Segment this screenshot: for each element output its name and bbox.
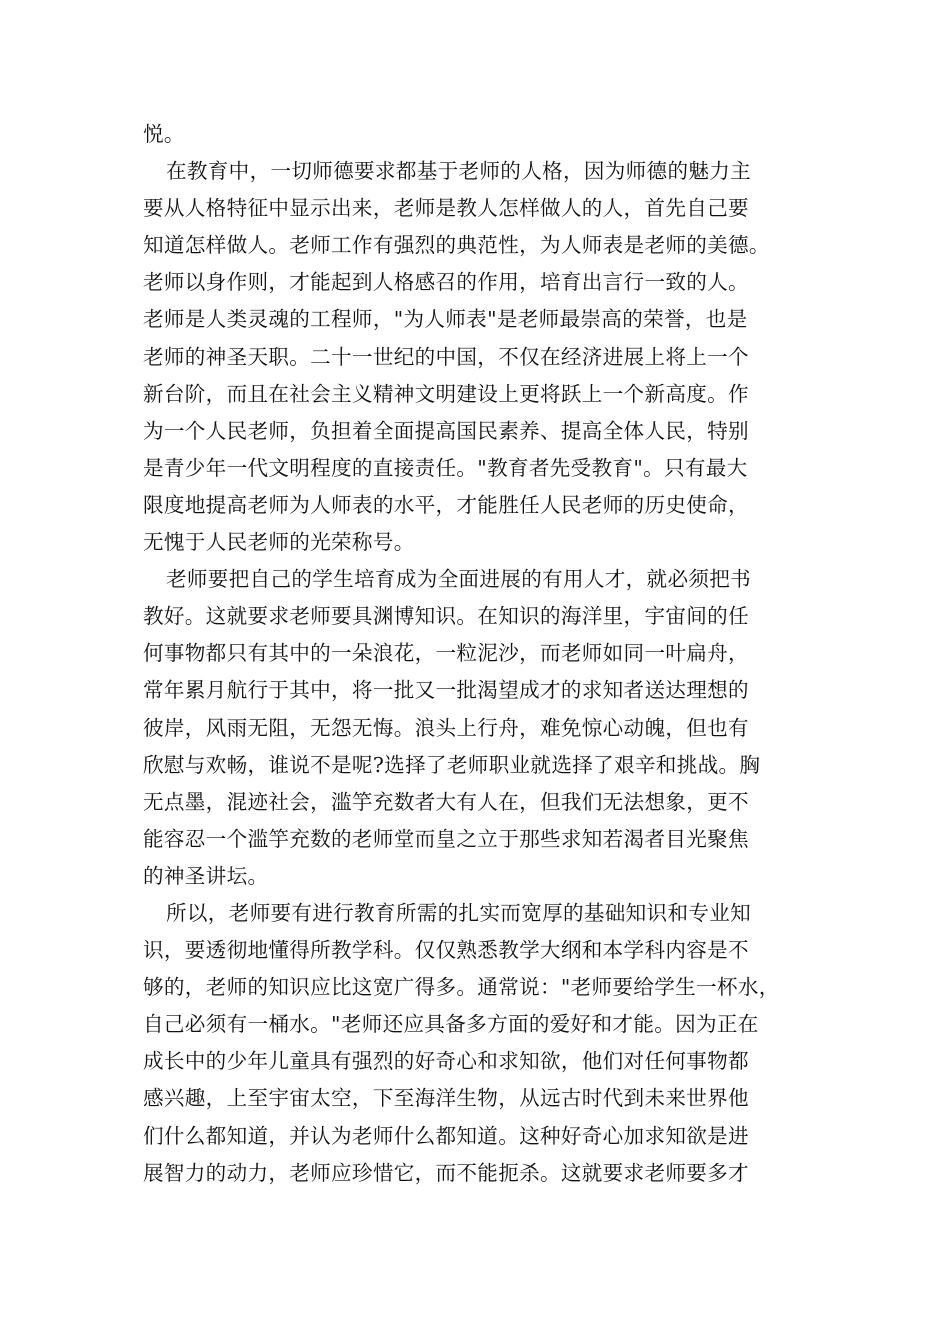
- text-line: 们什么都知道，并认为老师什么都知道。这种好奇心加求知欲是进: [143, 1123, 749, 1148]
- text-line: 悦。: [143, 122, 185, 146]
- text-line: 的神圣讲坛。: [143, 863, 269, 888]
- text-line: 为一个人民老师，负担着全面提高国民素养、提高全体人民，特别: [143, 418, 749, 443]
- text-line: 老师以身作则，才能起到人格感召的作用，培育出言行一致的人。: [143, 270, 749, 295]
- text-line: 老师的神圣天职。二十一世纪的中国，不仅在经济进展上将上一个: [143, 344, 749, 369]
- text-line: 知道怎样做人。老师工作有强烈的典范性，为人师表是老师的美德。: [143, 233, 770, 258]
- text-line: 自己必须有一桶水。"老师还应具备多方面的爱好和才能。因为正在: [143, 1012, 759, 1037]
- paragraph-first-line: 在教育中，一切师德要求都基于老师的人格，因为师德的魅力主: [166, 159, 752, 184]
- text-line: 感兴趣，上至宇宙太空，下至海洋生物，从远古时代到未来世界他: [143, 1086, 749, 1111]
- text-line: 无点墨，混迹社会，滥竽充数者大有人在，但我们无法想象，更不: [143, 789, 749, 814]
- text-line: 是青少年一代文明程度的直接责任。"教育者先受教育"。只有最大: [143, 455, 748, 480]
- text-line: 新台阶，而且在社会主义精神文明建设上更将跃上一个新高度。作: [143, 381, 749, 406]
- document-body: [143, 116, 823, 1192]
- text-line: 常年累月航行于其中，将一批又一批渴望成才的求知者送达理想的: [143, 678, 749, 703]
- text-line: 何事物都只有其中的一朵浪花，一粒泥沙，而老师如同一叶扁舟，: [143, 641, 749, 666]
- text-line: 成长中的少年儿童具有强烈的好奇心和求知欲，他们对任何事物都: [143, 1049, 749, 1074]
- text-line: 欣慰与欢畅，谁说不是呢?选择了老师职业就选择了艰辛和挑战。胸: [143, 752, 761, 777]
- text-line: 教好。这就要求老师要具渊博知识。在知识的海洋里，宇宙间的任: [143, 604, 749, 629]
- text-line: 够的，老师的知识应比这宽广得多。通常说："老师要给学生一杯水，: [143, 975, 780, 1000]
- text-line: 彼岸，风雨无阻，无怨无悔。浪头上行舟，难免惊心动魄，但也有: [143, 715, 749, 740]
- text-line: 要从人格特征中显示出来，老师是教人怎样做人的人，首先自己要: [143, 196, 749, 221]
- text-line: 限度地提高老师为人师表的水平，才能胜任人民老师的历史使命，: [143, 492, 749, 517]
- text-line: 无愧于人民老师的光荣称号。: [143, 530, 415, 555]
- text-line: 识，要透彻地懂得所教学科。仅仅熟悉教学大纲和本学科内容是不: [143, 938, 749, 963]
- paragraph-first-line: 所以，老师要有进行教育所需的扎实而宽厚的基础知识和专业知: [166, 900, 752, 925]
- text-line: 能容忍一个滥竽充数的老师堂而皇之立于那些求知若渴者目光聚焦: [143, 826, 749, 851]
- paragraph-first-line: 老师要把自己的学生培育成为全面进展的有用人才，就必须把书: [166, 567, 752, 592]
- text-line: 展智力的动力，老师应珍惜它，而不能扼杀。这就要求老师要多才: [143, 1160, 749, 1185]
- text-line: 老师是人类灵魂的工程师，"为人师表"是老师最崇高的荣誉，也是: [143, 307, 748, 332]
